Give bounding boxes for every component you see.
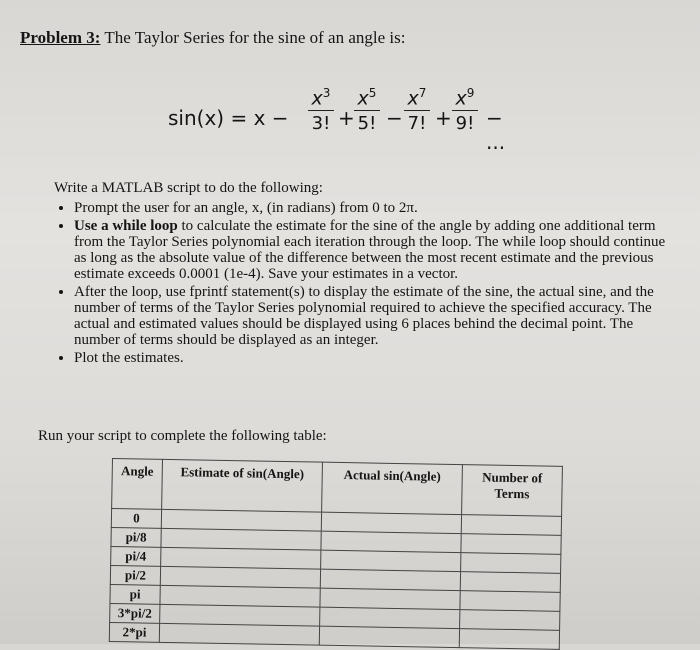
op-3: + (435, 106, 452, 130)
terms-cell[interactable] (460, 572, 560, 593)
actual-cell[interactable] (321, 512, 461, 533)
terms-cell[interactable] (460, 610, 560, 631)
angle-cell: 3*pi/2 (110, 603, 160, 623)
instructions (54, 180, 674, 368)
estimate-cell[interactable] (159, 623, 319, 645)
term-x9: $x^9$ 9! (452, 86, 478, 134)
terms-cell[interactable] (461, 534, 561, 555)
results-table (109, 458, 563, 650)
term-x5: $x^5$ 5! (354, 86, 380, 134)
actual-cell[interactable] (320, 607, 460, 628)
instruction-list (54, 200, 674, 366)
instructions-intro: Write a MATLAB script to do the following: (54, 180, 323, 196)
terms-cell[interactable] (459, 629, 559, 650)
actual-cell[interactable] (320, 569, 460, 590)
header-angle: Angle (112, 459, 163, 510)
header-terms: Number of Terms (462, 465, 563, 517)
angle-cell: pi/4 (111, 546, 161, 566)
angle-cell: pi/2 (110, 565, 160, 585)
term-x7: $x^7$ 7! (404, 86, 430, 134)
angle-cell: pi (110, 584, 160, 604)
run-label: Run your script to complete the following table: (38, 428, 327, 444)
list-item: • Use a while loop to calculate the estimate for the sine of the angle by adding one additional term from the Taylor Series polynomial each iteration through the loop. The while loop should continue as long as the absolute value of the difference between the most recent estimate and the previous estimate exceeds 0.0001 (1e-4). Save your estimates in a vector. (74, 218, 674, 282)
op-1: + (338, 106, 355, 130)
terms-cell[interactable] (460, 591, 560, 612)
angle-cell: pi/8 (111, 527, 161, 547)
actual-cell[interactable] (321, 531, 461, 552)
angle-cell: 2*pi (109, 622, 159, 642)
formula-lhs: sin(x) = x − (168, 106, 289, 130)
list-item: • Prompt the user for an angle, x, (in radians) from 0 to 2π. (74, 200, 674, 216)
term-x3: $x^3$ 3! (308, 86, 334, 134)
taylor-formula (168, 86, 528, 156)
actual-cell[interactable] (321, 550, 461, 571)
problem-label: Problem 3: (20, 28, 101, 47)
actual-cell[interactable] (320, 588, 460, 609)
actual-cell[interactable] (319, 626, 459, 647)
angle-cell: 0 (111, 509, 161, 529)
list-item: • After the loop, use fprintf statement(s) to display the estimate of the sine, the actual sine, and the number of terms of the Taylor Series polynomial required to achieve the specified accuracy. The actual and estimated values should be displayed using 6 places behind the decimal point. The number of terms should be displayed as an integer. (74, 284, 674, 348)
header-actual: Actual sin(Angle) (322, 462, 463, 514)
terms-cell[interactable] (461, 515, 561, 536)
header-estimate: Estimate of sin(Angle) (162, 459, 323, 512)
table-header-row (112, 459, 563, 517)
list-item: • Plot the estimates. (74, 350, 674, 366)
op-2: − (386, 106, 403, 130)
problem-heading: The Taylor Series for the sine of an angle is: (104, 28, 406, 47)
op-4: − ... (486, 106, 506, 154)
terms-cell[interactable] (461, 553, 561, 574)
problem-title (20, 28, 405, 48)
